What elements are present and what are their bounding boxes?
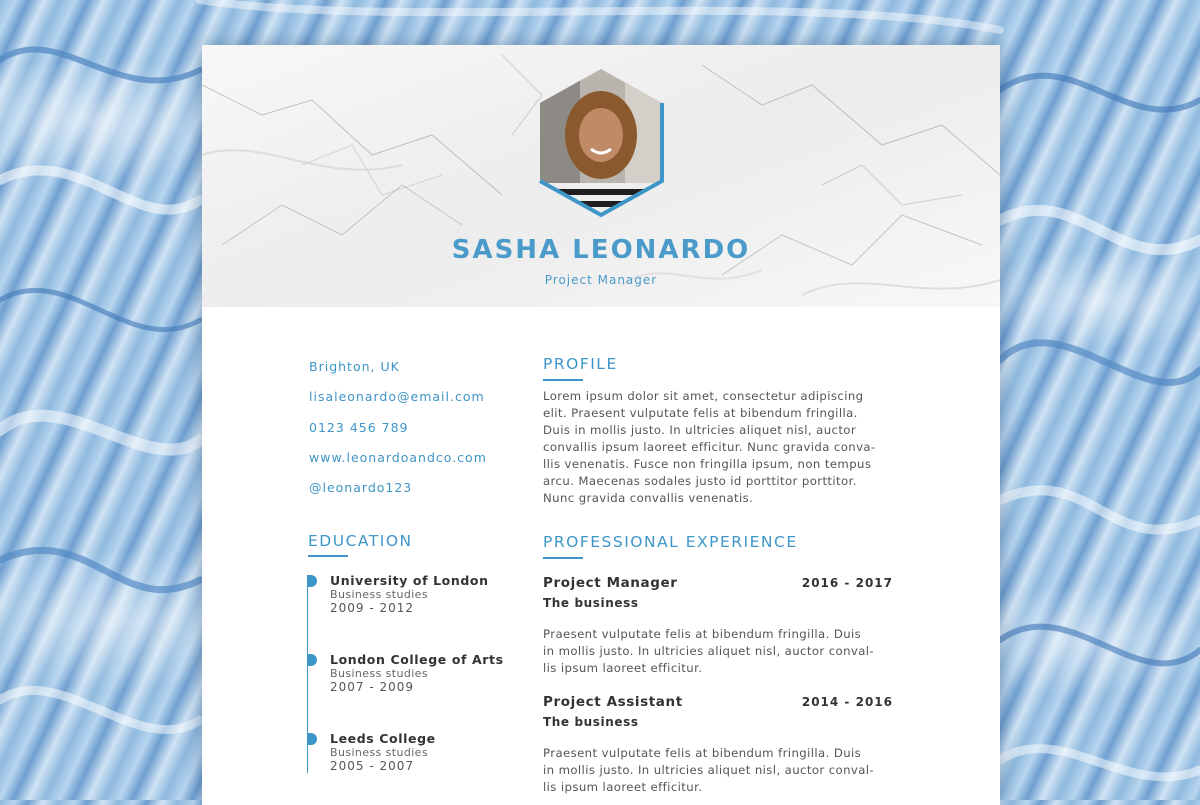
profile-photo: [530, 65, 672, 225]
education-years: 2009 - 2012: [330, 601, 415, 615]
resume-page: [202, 45, 1000, 805]
education-rule: [308, 555, 348, 557]
job-company: The business: [543, 715, 639, 729]
education-field: Business studies: [330, 746, 428, 759]
job-title: Project Assistant: [543, 694, 683, 710]
contact-location: Brighton, UK: [309, 359, 400, 374]
contact-phone[interactable]: 0123 456 789: [309, 419, 409, 435]
contact-website[interactable]: www.leonardoandco.com: [309, 449, 487, 465]
contact-list: [309, 359, 487, 510]
job-years: 2014 - 2016: [801, 695, 893, 709]
education-school: University of London: [330, 573, 489, 588]
profile-text: Lorem ipsum dolor sit amet, consectetur adipiscing elit. Praesent vulputate felis at bibendum fringilla. Duis in mollis justo. In ultricies aliquet nisl, auctor convallis ipsum laoreet efficitur. Nunc gravida conva- llis venenatis. Fusce non fringilla ipsum, non tempus arcu. Maecenas sodales justo id porttitor porttitor. Nunc gravida convallis venenatis.: [543, 389, 876, 505]
contact-social[interactable]: @leonardo123: [309, 480, 413, 496]
education-item: [330, 731, 436, 774]
contact-email[interactable]: lisaleonardo@email.com: [309, 389, 485, 405]
experience-heading: PROFESSIONAL EXPERIENCE: [543, 533, 798, 551]
job-description: Praesent vulputate felis at bibendum fringilla. Duis in mollis justo. In ultricies aliquet nisl, auctor conval- lis ipsum laoreet efficitur.: [543, 627, 875, 675]
resume-title: Project Manager: [544, 273, 658, 287]
education-years: 2005 - 2007: [330, 759, 415, 773]
timeline-dot: [307, 654, 317, 666]
job-description: Praesent vulputate felis at bibendum fringilla. Duis in mollis justo. In ultricies aliquet nisl, auctor conval- lis ipsum laoreet efficitur.: [543, 746, 875, 794]
education-years: 2007 - 2009: [330, 680, 415, 694]
education-field: Business studies: [330, 588, 428, 601]
timeline-dot: [307, 733, 317, 745]
education-field: Business studies: [330, 667, 428, 680]
job-title: Project Manager: [543, 575, 678, 591]
job-company: The business: [543, 596, 639, 610]
experience-rule: [543, 557, 583, 559]
job-years: 2016 - 2017: [801, 576, 893, 590]
profile-rule: [543, 379, 583, 381]
education-heading: EDUCATION: [308, 532, 413, 550]
education-item: [330, 573, 489, 616]
education-item: [330, 652, 504, 695]
timeline-dot: [307, 575, 317, 587]
resume-header: [202, 45, 1000, 307]
profile-heading: PROFILE: [543, 355, 618, 373]
education-school: Leeds College: [330, 731, 436, 746]
education-school: London College of Arts: [330, 652, 504, 667]
resume-name: SASHA LEONARDO: [451, 235, 751, 265]
